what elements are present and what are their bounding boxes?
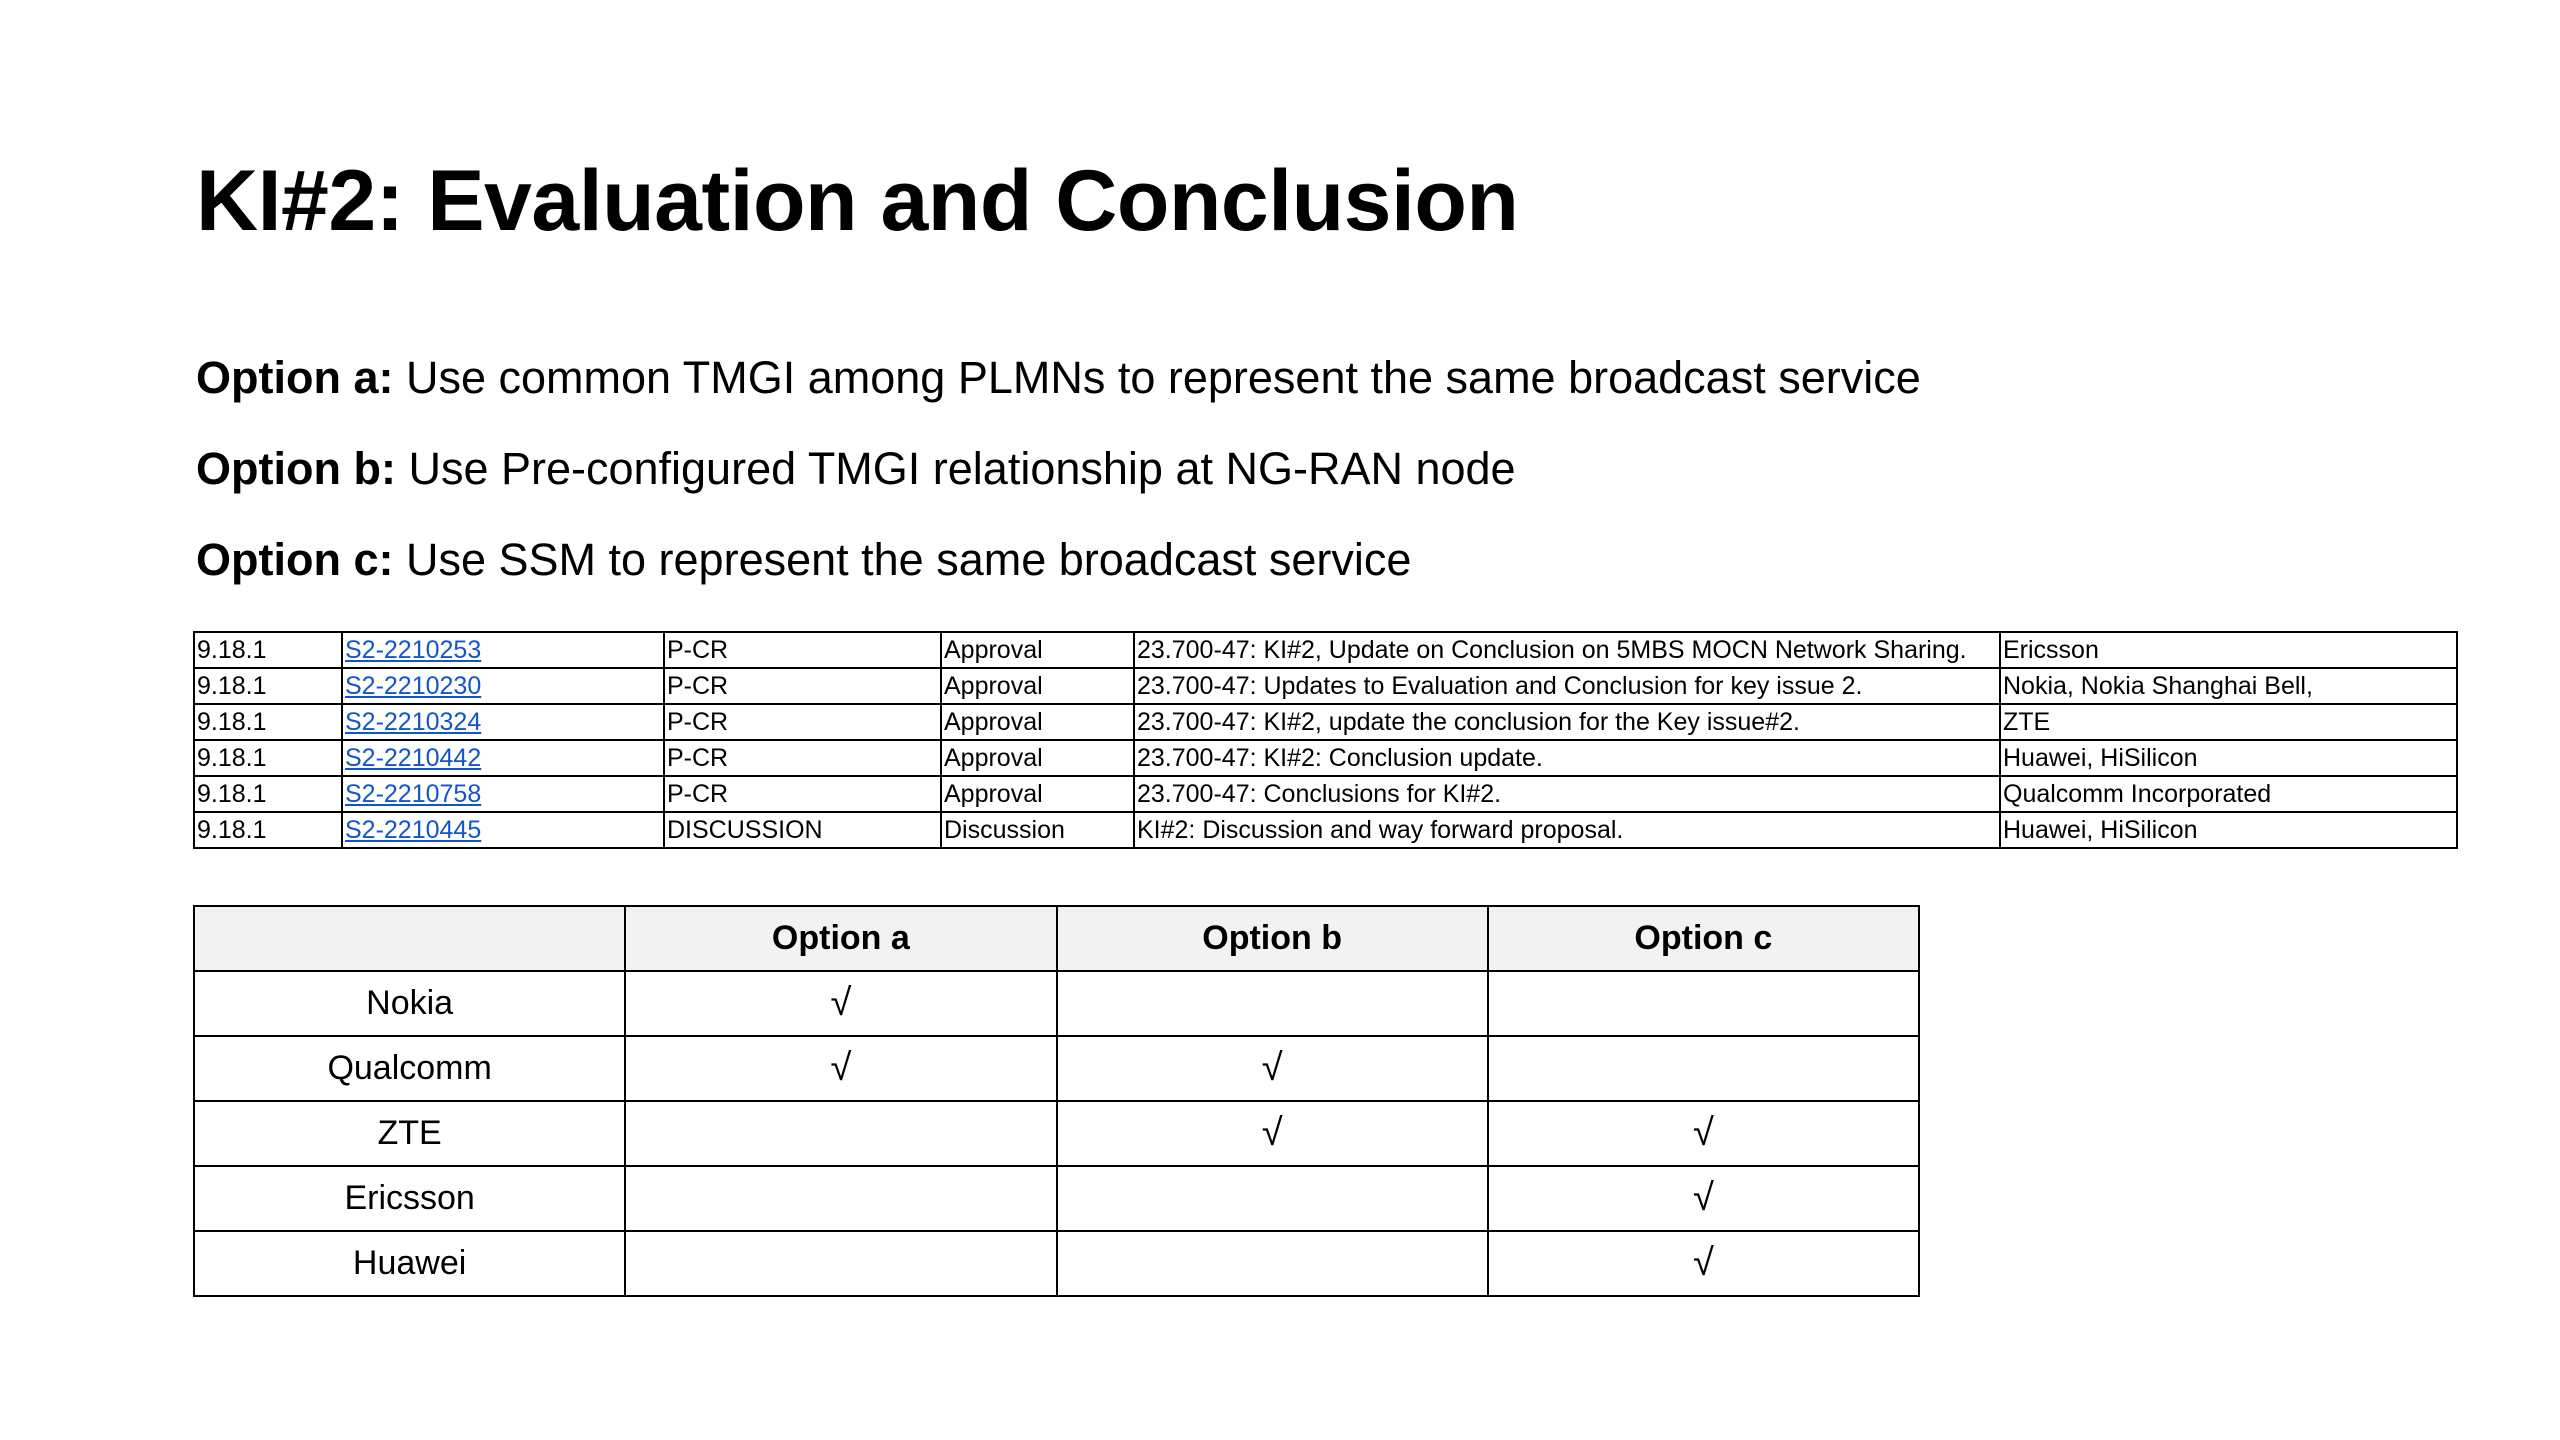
table-row	[194, 668, 2457, 704]
type-cell: DISCUSSION	[664, 812, 941, 848]
matrix-corner-header	[194, 906, 625, 971]
type-cell: P-CR	[664, 704, 941, 740]
option-a-check: √	[625, 971, 1056, 1036]
type-cell: P-CR	[664, 740, 941, 776]
tdoc-link[interactable]: S2-2210445	[342, 812, 664, 848]
agenda-cell: 9.18.1	[194, 704, 342, 740]
action-cell: Approval	[941, 776, 1134, 812]
table-row	[194, 776, 2457, 812]
option-b-check: √	[1057, 1101, 1488, 1166]
company-cell: Huawei	[194, 1231, 625, 1296]
option-b-check: √	[1057, 1036, 1488, 1101]
table-row	[194, 812, 2457, 848]
title-cell: 23.700-47: KI#2, Update on Conclusion on 5MBS MOCN Network Sharing.	[1134, 632, 2000, 668]
option-a-line	[196, 352, 1921, 403]
option-b-label: Option b:	[196, 443, 396, 494]
matrix-row	[194, 1036, 1919, 1101]
company-cell: ZTE	[194, 1101, 625, 1166]
option-c-check: √	[1488, 1101, 1919, 1166]
action-cell: Approval	[941, 740, 1134, 776]
option-c-header: Option c	[1488, 906, 1919, 971]
agenda-cell: 9.18.1	[194, 632, 342, 668]
source-cell: Qualcomm Incorporated	[2000, 776, 2457, 812]
source-cell: Ericsson	[2000, 632, 2457, 668]
option-b-text: Use Pre-configured TMGI relationship at NG-RAN node	[395, 443, 1516, 494]
action-cell: Approval	[941, 668, 1134, 704]
table-row	[194, 740, 2457, 776]
table-row	[194, 704, 2457, 740]
tdoc-link[interactable]: S2-2210442	[342, 740, 664, 776]
option-a-check	[625, 1101, 1056, 1166]
title-cell: 23.700-47: KI#2: Conclusion update.	[1134, 740, 2000, 776]
title-cell: 23.700-47: Updates to Evaluation and Conclusion for key issue 2.	[1134, 668, 2000, 704]
option-b-header: Option b	[1057, 906, 1488, 971]
matrix-row	[194, 1101, 1919, 1166]
company-cell: Qualcomm	[194, 1036, 625, 1101]
tdoc-link[interactable]: S2-2210230	[342, 668, 664, 704]
company-cell: Nokia	[194, 971, 625, 1036]
company-cell: Ericsson	[194, 1166, 625, 1231]
option-c-check	[1488, 1036, 1919, 1101]
agenda-cell: 9.18.1	[194, 776, 342, 812]
matrix-row	[194, 1231, 1919, 1296]
option-a-check: √	[625, 1036, 1056, 1101]
option-c-check	[1488, 971, 1919, 1036]
matrix-row	[194, 1166, 1919, 1231]
action-cell: Approval	[941, 704, 1134, 740]
option-a-text: Use common TMGI among PLMNs to represent the same broadcast service	[393, 352, 1921, 403]
matrix-row	[194, 971, 1919, 1036]
option-b-check	[1057, 1166, 1488, 1231]
option-a-label: Option a:	[196, 352, 394, 403]
type-cell: P-CR	[664, 776, 941, 812]
agenda-cell: 9.18.1	[194, 740, 342, 776]
slide-title: KI#2: Evaluation and Conclusion	[196, 153, 1519, 249]
tdoc-link[interactable]: S2-2210758	[342, 776, 664, 812]
source-cell: Huawei, HiSilicon	[2000, 740, 2457, 776]
option-a-check	[625, 1231, 1056, 1296]
option-c-text: Use SSM to represent the same broadcast service	[393, 534, 1412, 585]
tdoc-link[interactable]: S2-2210253	[342, 632, 664, 668]
tdoc-link[interactable]: S2-2210324	[342, 704, 664, 740]
source-cell: Huawei, HiSilicon	[2000, 812, 2457, 848]
type-cell: P-CR	[664, 632, 941, 668]
option-b-check	[1057, 1231, 1488, 1296]
agenda-cell: 9.18.1	[194, 668, 342, 704]
option-b-line	[196, 443, 1516, 494]
agenda-cell: 9.18.1	[194, 812, 342, 848]
table-row	[194, 632, 2457, 668]
matrix-header-row	[194, 906, 1919, 971]
option-c-check: √	[1488, 1231, 1919, 1296]
title-cell: KI#2: Discussion and way forward proposal.	[1134, 812, 2000, 848]
title-cell: 23.700-47: KI#2, update the conclusion for the Key issue#2.	[1134, 704, 2000, 740]
option-a-check	[625, 1166, 1056, 1231]
source-cell: Nokia, Nokia Shanghai Bell,	[2000, 668, 2457, 704]
action-cell: Discussion	[941, 812, 1134, 848]
title-cell: 23.700-47: Conclusions for KI#2.	[1134, 776, 2000, 812]
document-table	[193, 631, 2458, 849]
option-support-matrix	[193, 905, 1920, 1297]
action-cell: Approval	[941, 632, 1134, 668]
option-a-header: Option a	[625, 906, 1056, 971]
option-c-line	[196, 534, 1412, 585]
option-b-check	[1057, 971, 1488, 1036]
option-c-check: √	[1488, 1166, 1919, 1231]
option-c-label: Option c:	[196, 534, 394, 585]
source-cell: ZTE	[2000, 704, 2457, 740]
type-cell: P-CR	[664, 668, 941, 704]
